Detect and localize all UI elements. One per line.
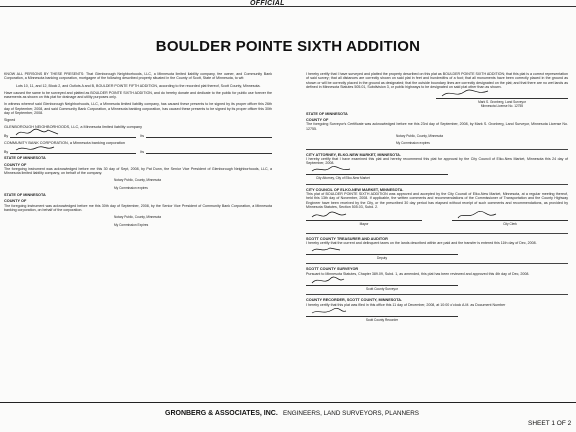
treasurer-text: I hereby certify that the current and delinquent taxes on the lands described within are paid and the transfer is entered this 11th day of Dec, 2008. (306, 240, 537, 245)
document-title: BOULDER POINTE SIXTH ADDITION (155, 38, 421, 55)
notary-2: Notary Public, County, Minnesota (114, 215, 162, 220)
county-surveyor-text: Pursuant to Minnesota Statutes, Chapter 389.09, Subd. 1, as amended, this plat has been reviewed and approved this 4th day of Dec, 2008. (306, 271, 530, 276)
legal-description: Lots 10, 11, and 12, Block 2, and Outlots A and B, BOULDER POINTE FIFTH ADDITION, according to the recorded plat thereof, Scott County, Minnesota. (16, 83, 261, 88)
signature-scribble-icon (310, 307, 350, 316)
city-council-text: This plat of BOULDER POINTE SIXTH ADDITION was approved and accepted by the City Council of Elko-New Market, Minnesota, at a regular meeting thereof, held this 13th day of November, 2008. If applicable, the written comments and recommendations of the Commissioner of Transportation and the County Highway Engineer have been received by the City, or the prescribed 30 day period has elapsed without receipt of such comments and recommendations, as provided by Minnesota Statutes, Section 505.03, Subd. 2. (306, 192, 568, 209)
dedication-paragraph: KNOW ALL PERSONS BY THESE PRESENTS: That Glenborough Neighborhoods, LLC, a Minnesota limited liability company, fee owner, and Community Bank Corporation, a Minnesota banking corporation, mortgagee of the following described property situated in the County of Scott, State of Minnesota, to wit: (4, 72, 272, 81)
signature-scribble-icon (310, 276, 350, 285)
bank-signature-line (4, 147, 272, 154)
state-of-minnesota: STATE OF MINNESOTA (4, 193, 46, 198)
surveyor-acknowledgment: The foregoing Surveyor's Certificate was acknowledged before me this 23rd day of September, 2008, by Mark S. Gronberg, Land Surveyor, Minnesota License No. 12755. (306, 122, 568, 131)
surveyor-signature-line (306, 92, 568, 99)
signature-scribble-icon (440, 89, 500, 98)
owner-certificate-column (4, 72, 272, 230)
attorney-signature-line (306, 168, 568, 175)
owner-signature-line (4, 131, 272, 138)
owner-name: GLENBOROUGH NEIGHBORHOODS, LLC, a Minnesota limited liability company (4, 124, 142, 129)
signature-scribble-icon (310, 211, 360, 220)
commission-1: My Commission expires (396, 141, 430, 146)
county-recorder-caption: Scott County Recorder (365, 317, 399, 322)
county-recorder-text: I hereby certify that this plat was filed in this office this 11 day of December, 2008, at 10:00 o'clock A.M. as Document Number (306, 302, 506, 307)
signed-label: Signed (4, 118, 16, 123)
top-border (0, 6, 576, 7)
mayor-caption: Mayor (359, 222, 369, 227)
clerk-caption: City Clerk (503, 222, 517, 227)
official-stamp: OFFICIAL (250, 0, 285, 7)
certificates-column (306, 72, 568, 325)
state-of-minnesota: STATE OF MINNESOTA (306, 111, 348, 116)
surveyor-caption: Mark S. Gronberg, Land Surveyor Minnesota License No. 12755 (478, 100, 526, 109)
surveyor-certificate: I hereby certify that I have surveyed and platted the property described on this plat as BOULDER POINTE SIXTH ADDITION; that this plat is a correct representation of said survey; that all distances are correctly shown on said plat in feet and hundredths of a foot; that all monuments have been correctly placed in the ground as shown or will be correctly placed in the ground as designated; that the outside boundary lines are correctly designated on the plat; and that there are no wet lands as defined in Minnesota Statutes 505.01, Subdivision 3, or public highways to be designated on said plat other than as shown. (306, 72, 568, 89)
treasurer-heading: SCOTT COUNTY TREASURER AND AUDITOR (306, 236, 388, 241)
county-of: COUNTY OF (306, 118, 329, 123)
deputy-caption: Deputy (376, 256, 388, 261)
city-attorney-text: I hereby certify that I have examined this plat and hereby recommend this plat for approval by the City Council of Elko-New Market, Minnesota this 24 day of September, 2008. (306, 156, 568, 166)
sheet-number: SHEET 1 OF 2 (528, 420, 572, 427)
notary-1: Notary Public, County, Minnesota (396, 133, 444, 138)
county-recorder-heading: COUNTY RECORDER, SCOTT COUNTY, MINNESOTA. (306, 298, 403, 303)
signature-scribble-icon (310, 165, 370, 174)
signature-scribble-icon (310, 245, 350, 254)
dedication-statement: Have caused the same to be surveyed and platted as BOULDER POINTE SIXTH ADDITION, and do hereby donate and dedicate to the public for public use forever the easements as shown on this plat for drainage and utility purposes only. (4, 90, 272, 100)
its-label: Its (140, 149, 144, 154)
signature-scribble-icon (14, 144, 74, 153)
attorney-caption: City Attorney, City of Elko-New Market (316, 176, 370, 181)
company-name: GRONBERG & ASSOCIATES, INC. (165, 410, 278, 417)
bank-name: COMMUNITY BANK CORPORATION, a Minnesota banking corporation (4, 140, 125, 145)
acknowledgment-1: The foregoing instrument was acknowledged before me this 30 day of Sept, 2008, by Pat Dunn, the Senior Vice President of Glenborough Neighborhoods, LLC, a Minnesota limited liability company, on behalf of the company. (4, 166, 272, 176)
county-surveyor-caption: Scott County Surveyor (366, 287, 398, 292)
title-block-footer (0, 402, 576, 432)
its-label: Its (140, 133, 144, 138)
city-council-heading: CITY COUNCIL OF ELKO-NEW MARKET, MINNESOTA. (306, 187, 404, 192)
company-subtitle: ENGINEERS, LAND SURVEYORS, PLANNERS (283, 410, 420, 417)
commission-2: My Commission Expires (114, 222, 149, 227)
state-of-minnesota: STATE OF MINNESOTA (4, 156, 46, 161)
notary-1: Notary Public, County, Minnesota (114, 178, 162, 183)
signature-scribble-icon (456, 211, 506, 220)
commission-1: My Commission expires (114, 185, 148, 190)
county-surveyor-heading: SCOTT COUNTY SURVEYOR (306, 267, 359, 272)
city-attorney-heading: CITY ATTORNEY, ELKO-NEW MARKET, MINNESOTA. (306, 152, 401, 157)
signature-scribble-icon (14, 128, 74, 137)
acknowledgment-2: The foregoing instrument was acknowledged before me this 30th day of September, 2008, by the Senior Vice President of Community Bank Corporation, a Minnesota banking corporation, on behalf of the corporation. (4, 203, 272, 212)
county-of: COUNTY OF (4, 199, 27, 204)
by-label: By (4, 133, 9, 138)
county-of: COUNTY OF (4, 162, 27, 167)
witness-paragraph: In witness whereof said Glenborough Neighborhoods, LLC, a Minnesota limited liability company, has caused these presents to be signed by its proper officer this 26th day of September, 2008, and said Community Bank Corporation, a Minnesota banking corporation, has caused these presents to be signed by its proper officer this 30th day of September, 2008. (4, 102, 272, 116)
by-label: By (4, 149, 9, 154)
